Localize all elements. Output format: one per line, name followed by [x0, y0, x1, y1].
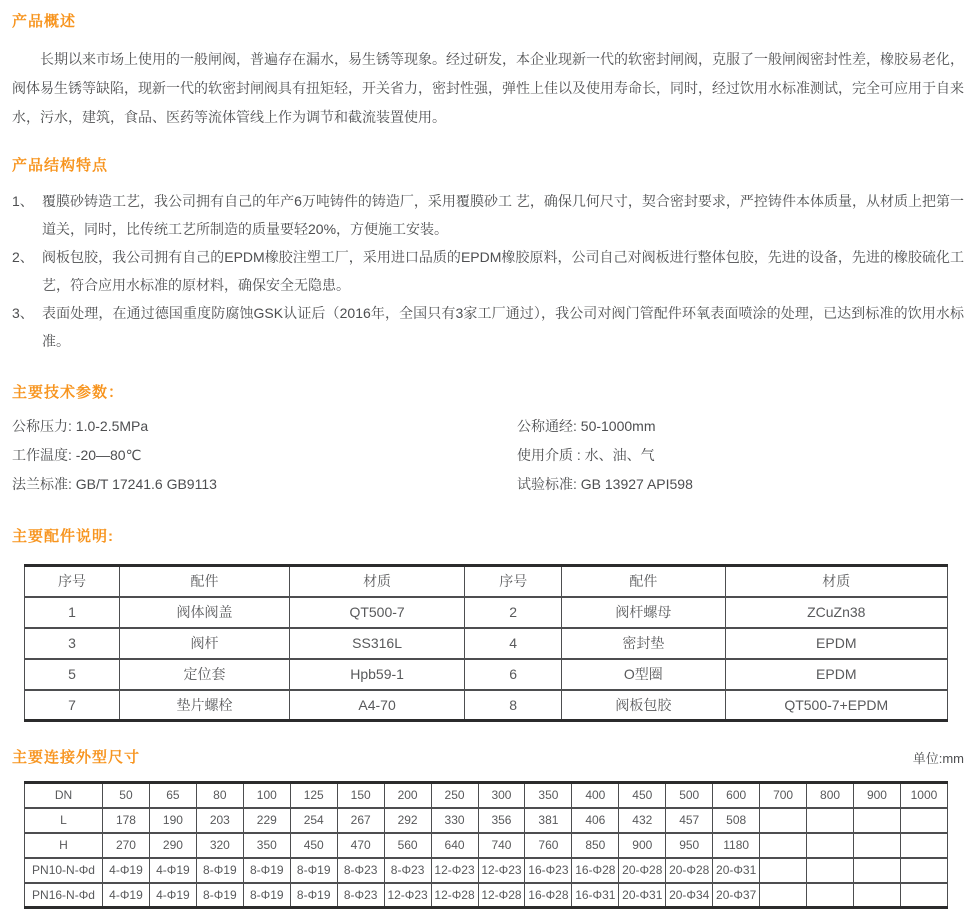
- table-cell: [900, 808, 947, 833]
- table-cell: 270: [103, 833, 150, 858]
- table-cell: 16-Φ31: [572, 883, 619, 908]
- table-cell: 20-Φ28: [619, 858, 666, 883]
- table-cell: 450: [290, 833, 337, 858]
- feature-item-3: [12, 299, 964, 355]
- table-cell: 5: [25, 659, 120, 690]
- tech-params-row: [12, 441, 964, 470]
- table-cell: 560: [384, 833, 431, 858]
- table-row: [25, 690, 948, 721]
- dimensions-header-row: [12, 746, 964, 767]
- table-cell: [760, 858, 807, 883]
- row-label-cell: DN: [25, 783, 103, 808]
- column-header: 配件: [562, 566, 725, 597]
- table-cell: Hpb59-1: [289, 659, 464, 690]
- table-cell: [760, 883, 807, 908]
- param-nominal-pressure: 公称压力: 1.0-2.5MPa: [12, 418, 149, 434]
- table-cell: 定位套: [120, 659, 290, 690]
- table-cell: 190: [149, 808, 196, 833]
- table-cell: 3: [25, 628, 120, 659]
- table-cell: A4-70: [289, 690, 464, 721]
- feature-item-text: 覆膜砂铸造工艺，我公司拥有自己的年产6万吨铸件的铸造厂，采用覆膜砂工 艺，确保几何尺寸，契合密封要求，严控铸件本体质量，从材质上把第一道关，同时，比传统工艺所制造的质量要轻20%，方便施工安装。: [42, 193, 964, 237]
- table-cell: 阀板包胶: [562, 690, 725, 721]
- section-connection-dimensions: [12, 746, 964, 909]
- table-cell: 8-Φ19: [243, 883, 290, 908]
- table-cell: 7: [25, 690, 120, 721]
- column-header: 序号: [465, 566, 562, 597]
- table-cell: [807, 808, 854, 833]
- unit-label: 单位:mm: [912, 751, 964, 766]
- tech-params-row: [12, 412, 964, 441]
- table-row: [25, 783, 948, 808]
- table-cell: 8-Φ23: [337, 883, 384, 908]
- feature-list: [12, 187, 964, 355]
- table-cell: 16-Φ28: [572, 858, 619, 883]
- table-cell: [900, 858, 947, 883]
- table-row: [25, 858, 948, 883]
- features-section-title: 产品结构特点: [12, 157, 109, 174]
- table-cell: 100: [243, 783, 290, 808]
- table-cell: 254: [290, 808, 337, 833]
- section-product-overview: [12, 10, 964, 132]
- section-main-parts: [12, 525, 964, 722]
- column-header: 材质: [289, 566, 464, 597]
- table-cell: 125: [290, 783, 337, 808]
- feature-item-1: [12, 187, 964, 243]
- column-header: 材质: [725, 566, 947, 597]
- row-label-cell: PN10-N-Φd: [25, 858, 103, 883]
- table-cell: 8-Φ19: [196, 883, 243, 908]
- table-cell: 20-Φ37: [713, 883, 760, 908]
- table-cell: 阀体阀盖: [120, 597, 290, 628]
- table-cell: 20-Φ34: [666, 883, 713, 908]
- feature-item-marker: 2、: [12, 249, 34, 265]
- table-cell: 381: [525, 808, 572, 833]
- parts-section-title: 主要配件说明:: [12, 528, 114, 545]
- table-cell: [760, 833, 807, 858]
- table-cell: 150: [337, 783, 384, 808]
- table-cell: 900: [854, 783, 901, 808]
- dimensions-section-title: 主要连接外型尺寸: [12, 749, 141, 766]
- table-cell: 16-Φ28: [525, 883, 572, 908]
- table-cell: [807, 883, 854, 908]
- overview-paragraph: 长期以来市场上使用的一般闸阀，普遍存在漏水，易生锈等现象。经过研发，本企业现新一代的软密封闸阀，克服了一般闸阀密封性差，橡胶易老化，阀体易生锈等缺陷，现新一代的软密封闸阀具有扭矩轻，开关省力，密封性强，弹性上佳以及使用寿命长，同时，经过饮用水标准测试，完全可应用于自来水，污水，建筑，食品、医药等流体管线上作为调节和截流装置使用。: [12, 51, 964, 125]
- table-cell: 8-Φ19: [290, 883, 337, 908]
- table-cell: 600: [713, 783, 760, 808]
- section-technical-parameters: [12, 381, 964, 499]
- table-cell: 457: [666, 808, 713, 833]
- column-header: 配件: [120, 566, 290, 597]
- table-cell: 356: [478, 808, 525, 833]
- table-cell: [854, 883, 901, 908]
- table-cell: O型圈: [562, 659, 725, 690]
- table-cell: 290: [149, 833, 196, 858]
- table-cell: 850: [572, 833, 619, 858]
- table-cell: 432: [619, 808, 666, 833]
- table-cell: [900, 833, 947, 858]
- table-row: [25, 659, 948, 690]
- table-cell: 470: [337, 833, 384, 858]
- table-cell: 垫片螺栓: [120, 690, 290, 721]
- table-cell: 6: [465, 659, 562, 690]
- table-cell: 8-Φ19: [196, 858, 243, 883]
- table-cell: 80: [196, 783, 243, 808]
- table-cell: 406: [572, 808, 619, 833]
- table-cell: 20-Φ31: [713, 858, 760, 883]
- table-cell: 8-Φ23: [337, 858, 384, 883]
- table-cell: [900, 883, 947, 908]
- table-cell: 950: [666, 833, 713, 858]
- parts-table-container: [24, 564, 948, 722]
- table-row: [25, 883, 948, 908]
- row-label-cell: L: [25, 808, 103, 833]
- tech-params-row: [12, 470, 964, 499]
- table-header-row: [25, 566, 948, 597]
- parts-table: [24, 564, 948, 722]
- table-cell: QT500-7: [289, 597, 464, 628]
- table-cell: 1180: [713, 833, 760, 858]
- table-cell: 12-Φ23: [384, 883, 431, 908]
- param-working-medium: 使用介质 : 水、油、气: [517, 447, 655, 463]
- table-cell: 20-Φ31: [619, 883, 666, 908]
- table-cell: [854, 858, 901, 883]
- table-cell: 200: [384, 783, 431, 808]
- table-cell: 760: [525, 833, 572, 858]
- table-cell: 203: [196, 808, 243, 833]
- table-cell: 50: [103, 783, 150, 808]
- param-working-temperature: 工作温度: -20—80℃: [12, 447, 142, 463]
- table-cell: 12-Φ28: [478, 883, 525, 908]
- table-cell: 阀杆螺母: [562, 597, 725, 628]
- table-cell: 320: [196, 833, 243, 858]
- table-cell: [807, 858, 854, 883]
- table-cell: 500: [666, 783, 713, 808]
- table-cell: 330: [431, 808, 478, 833]
- table-cell: 4-Φ19: [103, 883, 150, 908]
- param-flange-standard: 法兰标准: GB/T 17241.6 GB9113: [12, 476, 217, 492]
- table-cell: 267: [337, 808, 384, 833]
- table-cell: 640: [431, 833, 478, 858]
- feature-item-marker: 3、: [12, 305, 34, 321]
- table-cell: [854, 808, 901, 833]
- feature-item-2: [12, 243, 964, 299]
- table-cell: [807, 833, 854, 858]
- tech-params-grid: [12, 412, 964, 499]
- table-cell: 4: [465, 628, 562, 659]
- table-cell: QT500-7+EPDM: [725, 690, 947, 721]
- param-nominal-diameter: 公称通经: 50-1000mm: [517, 418, 656, 434]
- table-cell: 12-Φ23: [431, 858, 478, 883]
- table-cell: 700: [760, 783, 807, 808]
- table-cell: 8-Φ23: [384, 858, 431, 883]
- feature-item-marker: 1、: [12, 193, 34, 209]
- table-cell: SS316L: [289, 628, 464, 659]
- section-structure-features: [12, 154, 964, 355]
- table-cell: 450: [619, 783, 666, 808]
- table-cell: 740: [478, 833, 525, 858]
- table-cell: 292: [384, 808, 431, 833]
- table-cell: 8-Φ19: [243, 858, 290, 883]
- table-cell: 4-Φ19: [149, 883, 196, 908]
- dimensions-table-container: [24, 781, 948, 909]
- table-cell: 4-Φ19: [149, 858, 196, 883]
- table-cell: 1: [25, 597, 120, 628]
- table-cell: 800: [807, 783, 854, 808]
- feature-item-text: 阀板包胶，我公司拥有自己的EPDM橡胶注塑工厂，采用进口品质的EPDM橡胶原料，公司自己对阀板进行整体包胶，先进的设备，先进的橡胶硫化工艺，符合应用水标准的原材料，确保安全无隐患。: [42, 249, 964, 293]
- feature-item-text: 表面处理，在通过德国重度防腐蚀GSK认证后（2016年，全国只有3家工厂通过），我公司对阀门管配件环氧表面喷涂的处理，已达到标准的饮用水标准。: [42, 305, 964, 349]
- overview-section-title: 产品概述: [12, 13, 77, 30]
- table-row: [25, 628, 948, 659]
- table-cell: 12-Φ23: [478, 858, 525, 883]
- table-row: [25, 833, 948, 858]
- table-cell: 300: [478, 783, 525, 808]
- table-cell: 250: [431, 783, 478, 808]
- table-cell: 12-Φ28: [431, 883, 478, 908]
- table-cell: [854, 833, 901, 858]
- table-cell: 8-Φ19: [290, 858, 337, 883]
- table-row: [25, 597, 948, 628]
- table-row: [25, 808, 948, 833]
- table-cell: EPDM: [725, 659, 947, 690]
- table-cell: 65: [149, 783, 196, 808]
- table-cell: 400: [572, 783, 619, 808]
- table-cell: 229: [243, 808, 290, 833]
- table-cell: 1000: [900, 783, 947, 808]
- table-cell: ZCuZn38: [725, 597, 947, 628]
- table-cell: 密封垫: [562, 628, 725, 659]
- table-cell: 900: [619, 833, 666, 858]
- table-cell: 16-Φ23: [525, 858, 572, 883]
- dimensions-table: [24, 781, 948, 909]
- table-cell: 8: [465, 690, 562, 721]
- table-cell: 350: [243, 833, 290, 858]
- table-cell: 508: [713, 808, 760, 833]
- row-label-cell: H: [25, 833, 103, 858]
- param-test-standard: 试验标准: GB 13927 API598: [517, 476, 693, 492]
- table-cell: 350: [525, 783, 572, 808]
- row-label-cell: PN16-N-Φd: [25, 883, 103, 908]
- tech-params-section-title: 主要技术参数：: [12, 384, 125, 401]
- table-cell: 阀杆: [120, 628, 290, 659]
- table-cell: 20-Φ28: [666, 858, 713, 883]
- table-cell: 2: [465, 597, 562, 628]
- table-cell: 178: [103, 808, 150, 833]
- table-cell: EPDM: [725, 628, 947, 659]
- column-header: 序号: [25, 566, 120, 597]
- table-cell: [760, 808, 807, 833]
- table-cell: 4-Φ19: [103, 858, 150, 883]
